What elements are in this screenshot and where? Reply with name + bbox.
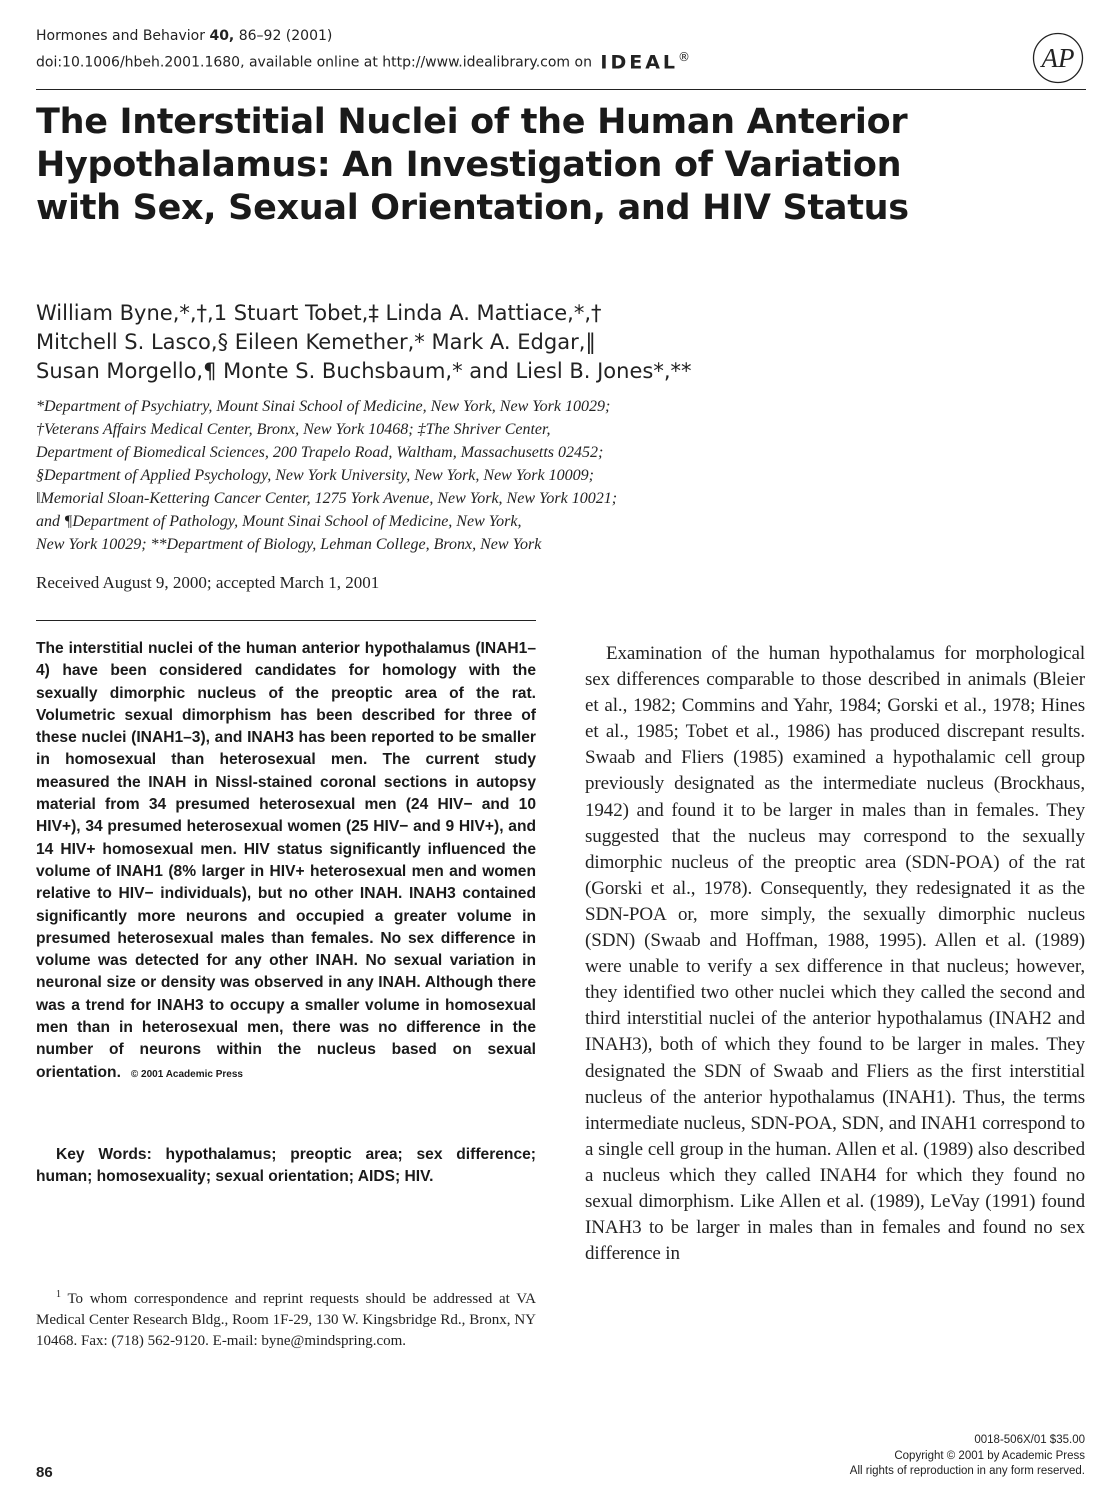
author-line: Susan Morgello,¶ Monte S. Buchsbaum,* and Liesl B. Jones*,** — [36, 359, 692, 383]
affiliation-line: New York 10029; **Department of Biology, Lehman College, Bronx, New York — [36, 536, 542, 553]
author-list — [36, 299, 796, 386]
rights-line: All rights of reproduction in any form reserved. — [849, 1465, 1085, 1477]
author-line: Mitchell S. Lasco,§ Eileen Kemether,* Mark A. Edgar,‖ — [36, 330, 596, 354]
header-rule — [36, 89, 1086, 90]
doi-text[interactable]: doi:10.1006/hbeh.2001.1680, available online at http://www.idealibrary.com on — [36, 54, 592, 71]
author-line: William Byne,*,†,1 Stuart Tobet,‡ Linda A. Mattiace,*,† — [36, 301, 602, 325]
copyright-block — [850, 1433, 1085, 1480]
body-paragraph: Examination of the human hypothalamus for morphological sex differences comparable to those described in animals (Bleier et al., 1982; Commins and Yahr, 1984; Gorski et al., 1978; Hines et al., 1985; Tobet et al., 1986) has produced discrepant results. Swaab and Fliers (1985) examined a hypothalamic cell group previously designated as the intermediate nucleus (Brockhaus, 1942) and found it to be larger in males than in females. They suggested that the nucleus may correspond to the sexually dimorphic nucleus of the preoptic area (SDN-POA) of the rat (Gorski et al., 1978). Consequently, they redesignated it as the SDN-POA or, more simply, the sexually dimorphic nucleus (SDN) (Swaab and Hoffman, 1988, 1995). Allen et al. (1989) were unable to verify a sex difference in that nucleus; however, they identified two other nuclei which they called the second and third interstitial nuclei of the anterior hypothalamus (INAH2 and INAH3), both of which they found to be larger in males. They designated the SDN of Swaab and Fliers as the first interstitial nucleus of the anterior hypothalamus (INAH1). Thus, the terms intermediate nucleus, SDN-POA, SDN, and INAH1 correspond to a single cell group in the human. Allen et al. (1989) also described a nucleus which they called INAH4 for which they found no sexual dimorphism. Like Allen et al. (1989), LeVay (1991) found INAH3 to be larger in males than in females and found no sex difference in — [585, 643, 1085, 1265]
affiliation-line: §Department of Applied Psychology, New York University, New York, New York 10009; — [36, 467, 594, 484]
abstract-rule — [36, 620, 536, 621]
footnote-text: To whom correspondence and reprint requests should be addressed at VA Medical Center Research Bldg., Room 1F-29, 130 W. Kingsbridge Rd., Bronx, NY 10468. Fax: (718) 562-9120. E-mail: byne@mindspring.com. — [36, 1291, 536, 1349]
affiliation-line: †Veterans Affairs Medical Center, Bronx, New York 10468; ‡The Shriver Center, — [36, 421, 551, 438]
affiliation-line: ‖Memorial Sloan-Kettering Cancer Center, 1275 York Avenue, New York, New York 10021; — [36, 490, 618, 507]
title-line: The Interstitial Nuclei of the Human Anterior — [36, 102, 908, 142]
footnote — [36, 1284, 536, 1352]
abstract-text: The interstitial nuclei of the human anterior hypothalamus (INAH1–4) have been considered candidates for homology with the sexually dimorphic nucleus of the preoptic area of the rat. Volumetric sexual dimorphism has been described for three of these nuclei (INAH1–3), and INAH3 has been reported to be smaller in homosexual than heterosexual men. The current study measured the INAH in Nissl-stained coronal sections in autopsy material from 34 presumed heterosexual men (24 HIV− and 10 HIV+), 34 presumed heterosexual women (25 HIV− and 9 HIV+), and 14 HIV+ homosexual men. HIV status significantly influenced the volume of INAH1 (8% larger in HIV+ heterosexual men and women relative to HIV− individuals), but no other INAH. INAH3 contained significantly more neurons and occupied a greater volume in presumed heterosexual males than females. No sex difference in volume was detected for any other INAH. No sexual variation in neuronal size or density was observed in any INAH. Although there was a trend for INAH3 to occupy a smaller volume in homosexual men than in heterosexual men, there was no difference in the number of neurons within the nucleus based on sexual orientation. — [36, 640, 536, 1081]
affiliation-line: and ¶Department of Pathology, Mount Sinai School of Medicine, New York, — [36, 513, 522, 530]
ideal-registered-mark: ® — [678, 50, 691, 64]
journal-name: Hormones and Behavior — [36, 28, 205, 44]
academic-press-logo-icon — [1032, 32, 1084, 84]
journal-citation-line — [36, 26, 690, 47]
issn-price: 0018-506X/01 $35.00 — [974, 1434, 1085, 1446]
ideal-logo-text: IDEAL — [600, 51, 679, 74]
abstract-copyright: © 2001 Academic Press — [130, 1068, 243, 1080]
footnote-marker: 1 — [56, 1289, 61, 1300]
journal-volume: 40, — [209, 28, 235, 44]
page-number: 86 — [36, 1464, 53, 1481]
affiliations — [36, 395, 776, 556]
journal-pages-year: 86–92 (2001) — [238, 28, 333, 44]
title-line: with Sex, Sexual Orientation, and HIV Status — [36, 188, 909, 228]
affiliation-line: *Department of Psychiatry, Mount Sinai School of Medicine, New York, New York 10029; — [36, 398, 611, 415]
keywords: Key Words: hypothalamus; preoptic area; sex difference; human; homosexuality; sexual orientation; AIDS; HIV. — [36, 1146, 536, 1186]
abstract — [36, 638, 536, 1086]
affiliation-line: Department of Biomedical Sciences, 200 Trapelo Road, Waltham, Massachusetts 02452; — [36, 444, 604, 461]
copyright-line: Copyright © 2001 by Academic Press — [894, 1449, 1085, 1462]
ap-logo-text: AP — [1041, 43, 1075, 73]
received-dates: Received August 9, 2000; accepted March 1, 2001 — [36, 573, 380, 592]
ideal-logo — [600, 47, 690, 73]
title-line: Hypothalamus: An Investigation of Variation — [36, 145, 902, 185]
journal-header — [36, 26, 690, 73]
doi-line — [36, 47, 690, 73]
article-title — [36, 101, 936, 230]
